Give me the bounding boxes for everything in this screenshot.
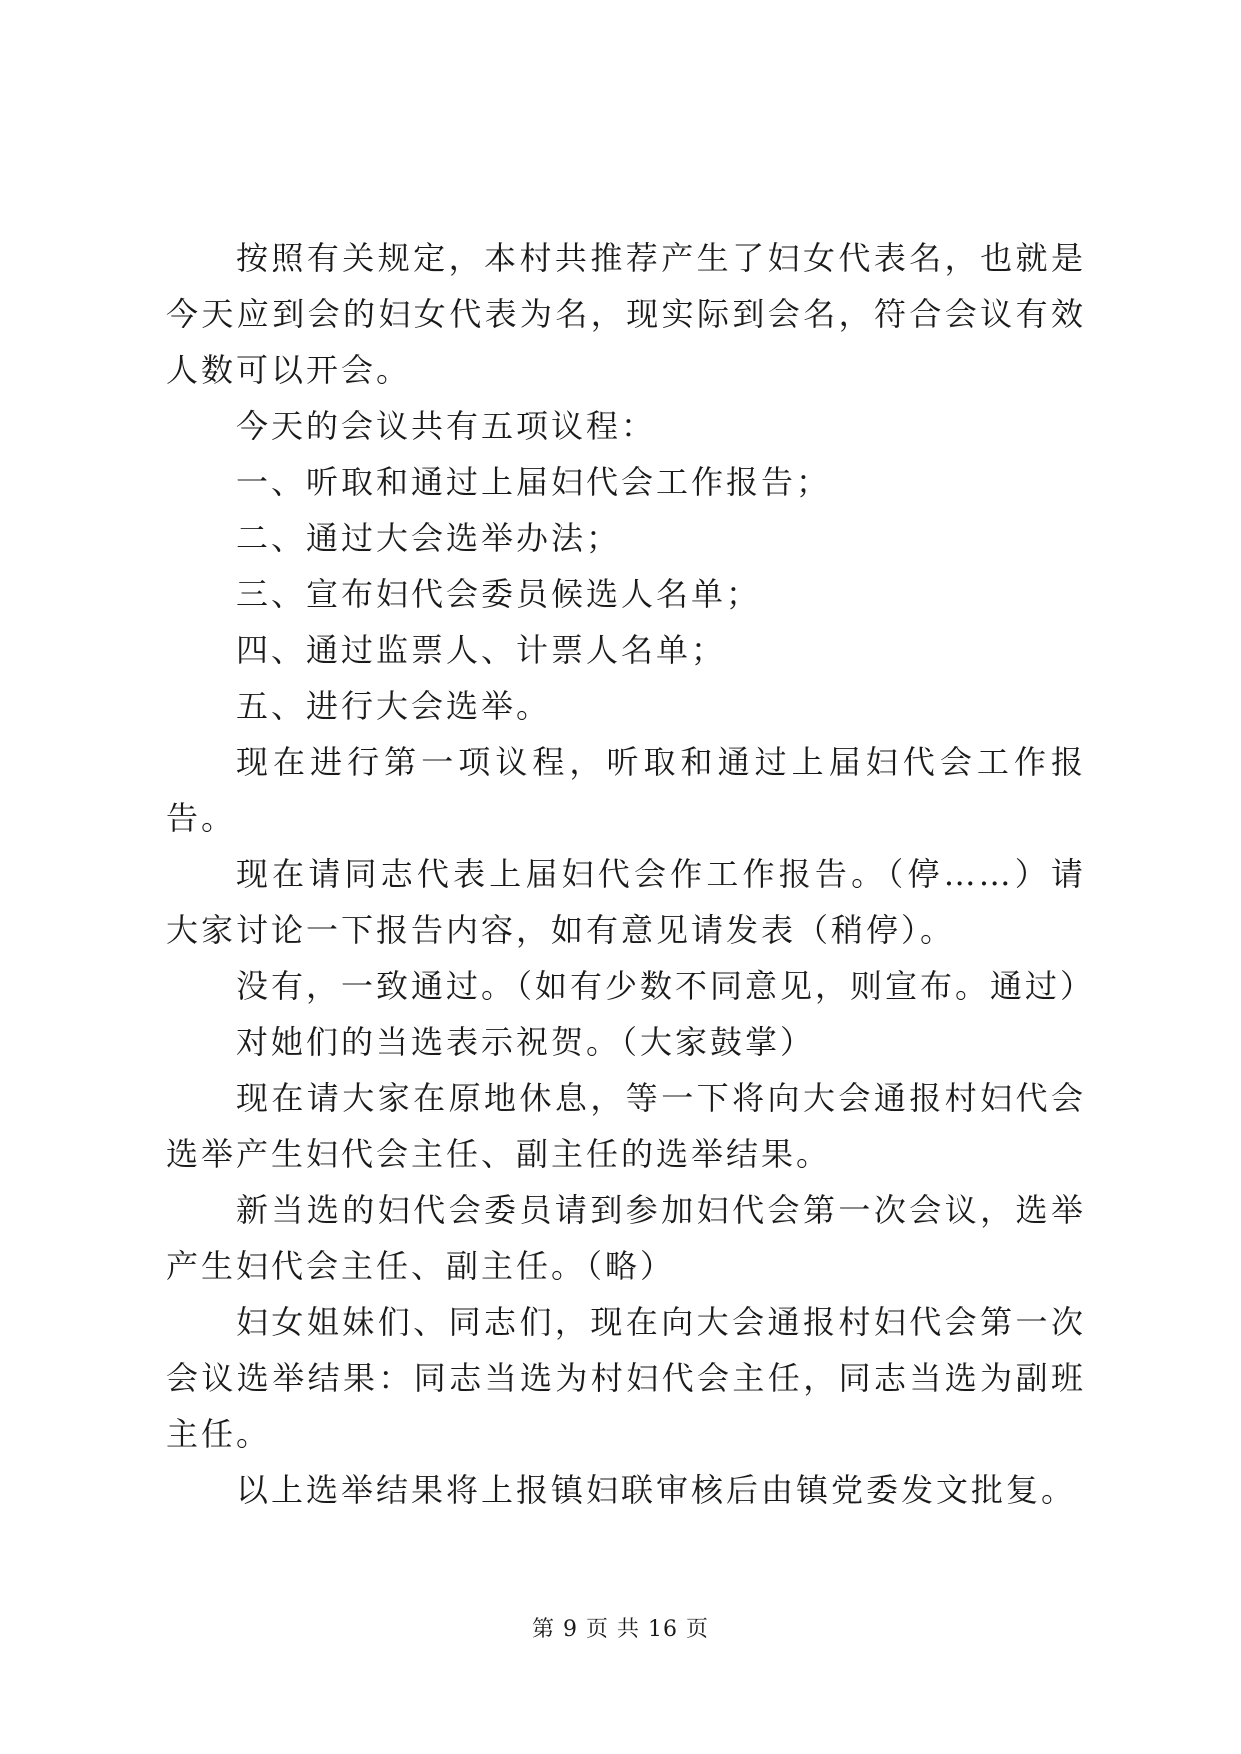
paragraph-work-report: 现在请同志代表上届妇代会作工作报告。（停……）请大家讨论一下报告内容，如有意见请发表（稍停）。 bbox=[166, 855, 1086, 949]
paragraph-approval: 以上选举结果将上报镇妇联审核后由镇党委发文批复。 bbox=[236, 1471, 1077, 1509]
paragraph-approved: 没有，一致通过。（如有少数不同意见，则宣布。通过） bbox=[236, 967, 1096, 1005]
agenda-item-2: 二、通过大会选举办法； bbox=[236, 519, 622, 557]
paragraph-quorum: 按照有关规定，本村共推荐产生了妇女代表名，也就是今天应到会的妇女代表为名，现实际到会名，符合会议有效人数可以开会。 bbox=[166, 239, 1086, 389]
agenda-item-4: 四、通过监票人、计票人名单； bbox=[236, 631, 727, 669]
paragraph-first-agenda: 现在进行第一项议程，听取和通过上届妇代会工作报告。 bbox=[166, 743, 1086, 837]
paragraph-agenda-intro: 今天的会议共有五项议程： bbox=[236, 407, 657, 445]
paragraph-first-meeting: 新当选的妇代会委员请到参加妇代会第一次会议，选举产生妇代会主任、副主任。（略） bbox=[166, 1191, 1086, 1285]
paragraph-congratulations: 对她们的当选表示祝贺。（大家鼓掌） bbox=[236, 1023, 816, 1061]
paragraph-election-results: 妇女姐妹们、同志们，现在向大会通报村妇代会第一次会议选举结果：同志当选为村妇代会主任，同志当选为副班主任。 bbox=[166, 1303, 1086, 1453]
document-body bbox=[166, 230, 1096, 1518]
agenda-item-5: 五、进行大会选举。 bbox=[236, 687, 552, 725]
agenda-item-1: 一、听取和通过上届妇代会工作报告； bbox=[236, 463, 832, 501]
page-number-footer: 第 9 页 共 16 页 bbox=[532, 1617, 709, 1642]
paragraph-break: 现在请大家在原地休息，等一下将向大会通报村妇代会选举产生妇代会主任、副主任的选举结果。 bbox=[166, 1079, 1086, 1173]
agenda-item-3: 三、宣布妇代会委员候选人名单； bbox=[236, 575, 762, 613]
